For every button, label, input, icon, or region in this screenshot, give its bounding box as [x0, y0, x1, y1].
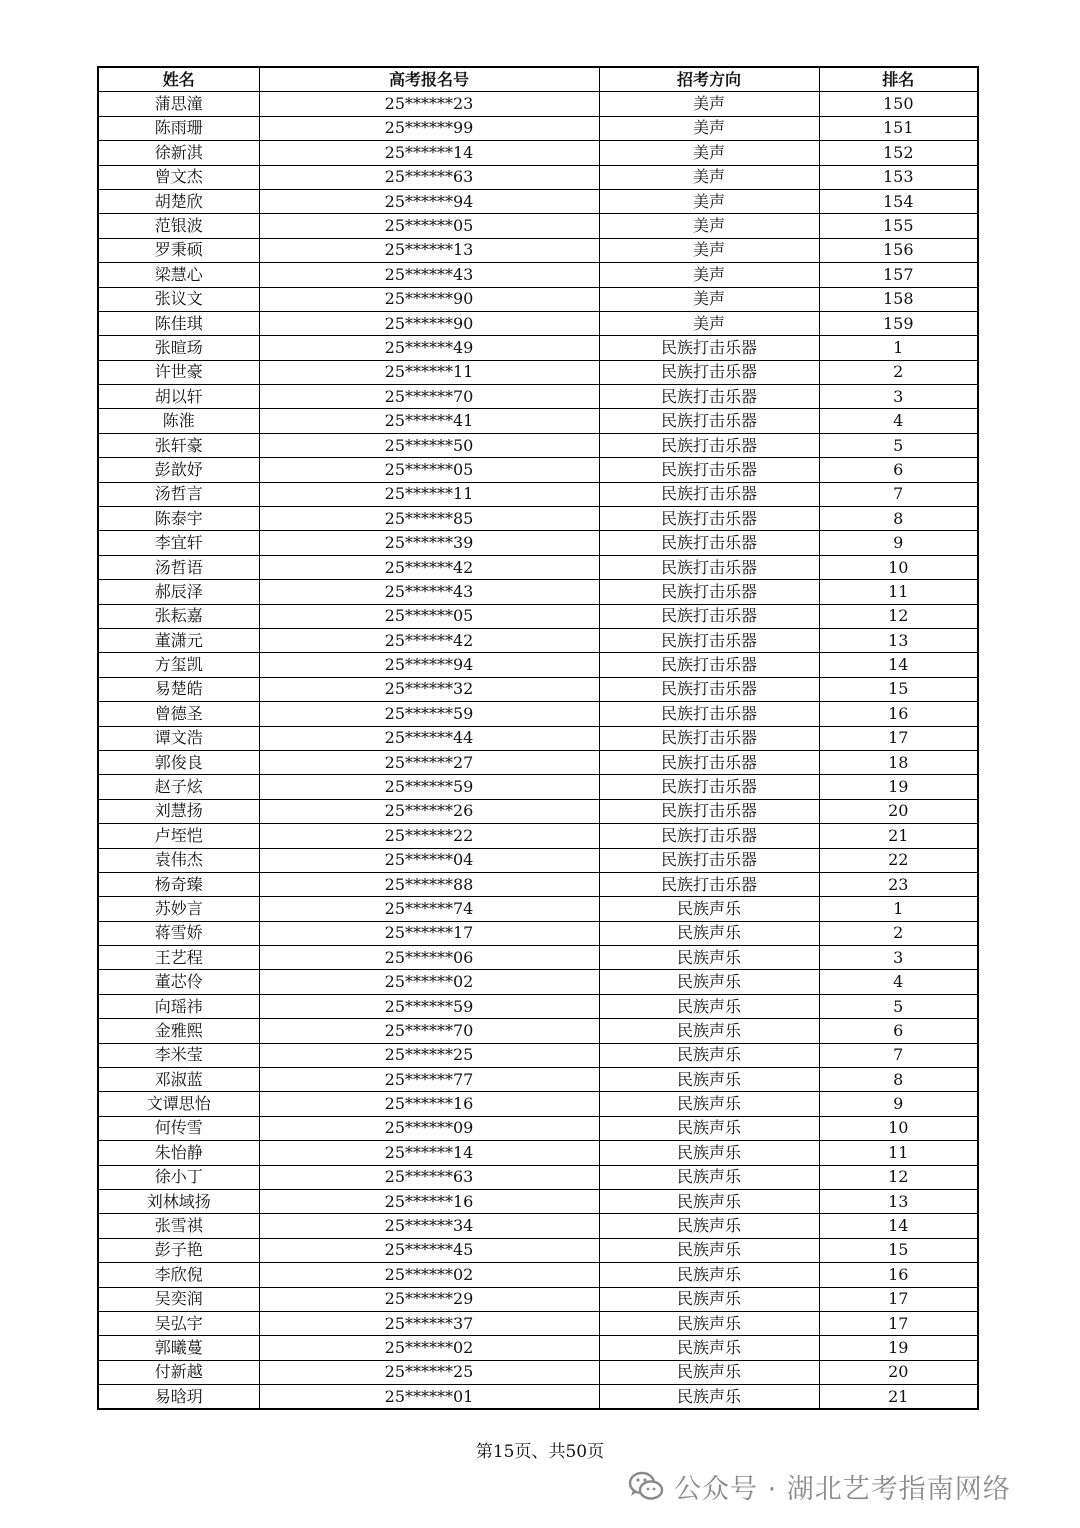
cell-name: 范银波 — [98, 214, 259, 238]
cell-name: 邓淑蓝 — [98, 1068, 259, 1092]
cell-direction: 民族打击乐器 — [599, 775, 819, 799]
table-row — [98, 555, 978, 579]
cell-name: 汤哲语 — [98, 555, 259, 579]
cell-exam-id: 25******25 — [259, 1360, 599, 1384]
table-row — [98, 1189, 978, 1213]
column-header-exam-id: 高考报名号 — [259, 67, 599, 92]
cell-direction: 民族声乐 — [599, 1116, 819, 1140]
cell-direction: 民族声乐 — [599, 1385, 819, 1410]
cell-name: 朱怡静 — [98, 1141, 259, 1165]
cell-direction: 民族声乐 — [599, 1336, 819, 1360]
cell-rank: 2 — [819, 921, 978, 945]
cell-exam-id: 25******23 — [259, 92, 599, 116]
cell-name: 刘慧扬 — [98, 799, 259, 823]
cell-rank: 7 — [819, 1043, 978, 1067]
cell-exam-id: 25******13 — [259, 238, 599, 262]
cell-rank: 5 — [819, 994, 978, 1018]
table-row — [98, 238, 978, 262]
cell-rank: 17 — [819, 1311, 978, 1335]
cell-exam-id: 25******09 — [259, 1116, 599, 1140]
cell-rank: 21 — [819, 1385, 978, 1410]
cell-exam-id: 25******29 — [259, 1287, 599, 1311]
cell-name: 苏妙言 — [98, 897, 259, 921]
cell-exam-id: 25******49 — [259, 336, 599, 360]
cell-rank: 10 — [819, 555, 978, 579]
cell-direction: 美声 — [599, 189, 819, 213]
cell-direction: 民族打击乐器 — [599, 482, 819, 506]
cell-exam-id: 25******59 — [259, 702, 599, 726]
cell-name: 刘林域扬 — [98, 1189, 259, 1213]
table-row — [98, 604, 978, 628]
cell-rank: 15 — [819, 677, 978, 701]
cell-name: 文谭思怡 — [98, 1092, 259, 1116]
table-row — [98, 994, 978, 1018]
cell-rank: 151 — [819, 116, 978, 140]
cell-direction: 美声 — [599, 116, 819, 140]
cell-name: 张暄玚 — [98, 336, 259, 360]
watermark-text: 公众号 · 湖北艺考指南网络 — [674, 1473, 1011, 1505]
cell-direction: 民族打击乐器 — [599, 824, 819, 848]
cell-exam-id: 25******42 — [259, 555, 599, 579]
cell-name: 胡以轩 — [98, 385, 259, 409]
table-row — [98, 1238, 978, 1262]
table-row — [98, 677, 978, 701]
cell-direction: 民族打击乐器 — [599, 360, 819, 384]
cell-exam-id: 25******11 — [259, 482, 599, 506]
cell-direction: 民族声乐 — [599, 946, 819, 970]
table-row — [98, 360, 978, 384]
cell-name: 蒋雪娇 — [98, 921, 259, 945]
table-row — [98, 1287, 978, 1311]
cell-direction: 民族声乐 — [599, 1141, 819, 1165]
cell-direction: 民族打击乐器 — [599, 702, 819, 726]
cell-exam-id: 25******25 — [259, 1043, 599, 1067]
cell-direction: 民族打击乐器 — [599, 653, 819, 677]
cell-exam-id: 25******59 — [259, 775, 599, 799]
cell-rank: 8 — [819, 507, 978, 531]
cell-exam-id: 25******26 — [259, 799, 599, 823]
cell-direction: 民族声乐 — [599, 1068, 819, 1092]
table-row — [98, 1214, 978, 1238]
table-row — [98, 531, 978, 555]
cell-exam-id: 25******63 — [259, 165, 599, 189]
cell-exam-id: 25******02 — [259, 970, 599, 994]
cell-name: 卢垤恺 — [98, 824, 259, 848]
cell-exam-id: 25******94 — [259, 653, 599, 677]
table-row — [98, 897, 978, 921]
cell-rank: 11 — [819, 580, 978, 604]
cell-name: 彭歆妤 — [98, 458, 259, 482]
wechat-icon — [628, 1471, 664, 1501]
cell-direction: 民族打击乐器 — [599, 604, 819, 628]
column-header-name: 姓名 — [98, 67, 259, 92]
cell-name: 罗秉硕 — [98, 238, 259, 262]
page-number: 第15页、共50页 — [475, 1442, 605, 1462]
table-row — [98, 628, 978, 652]
column-header-direction: 招考方向 — [599, 67, 819, 92]
cell-exam-id: 25******74 — [259, 897, 599, 921]
cell-exam-id: 25******16 — [259, 1189, 599, 1213]
table-row — [98, 750, 978, 774]
cell-direction: 民族打击乐器 — [599, 872, 819, 896]
table-row — [98, 580, 978, 604]
cell-exam-id: 25******43 — [259, 263, 599, 287]
table-row — [98, 1311, 978, 1335]
cell-name: 方玺凯 — [98, 653, 259, 677]
cell-rank: 1 — [819, 897, 978, 921]
table-row — [98, 1336, 978, 1360]
cell-rank: 15 — [819, 1238, 978, 1262]
cell-exam-id: 25******41 — [259, 409, 599, 433]
cell-direction: 民族打击乐器 — [599, 750, 819, 774]
cell-name: 陈泰宇 — [98, 507, 259, 531]
cell-exam-id: 25******34 — [259, 1214, 599, 1238]
cell-exam-id: 25******14 — [259, 141, 599, 165]
cell-direction: 美声 — [599, 92, 819, 116]
cell-direction: 民族声乐 — [599, 970, 819, 994]
table-row — [98, 775, 978, 799]
cell-direction: 民族声乐 — [599, 1263, 819, 1287]
cell-exam-id: 25******11 — [259, 360, 599, 384]
cell-name: 金雅熙 — [98, 1019, 259, 1043]
cell-direction: 民族声乐 — [599, 1043, 819, 1067]
cell-name: 向瑶祎 — [98, 994, 259, 1018]
cell-direction: 美声 — [599, 263, 819, 287]
table-body — [98, 92, 978, 1410]
cell-exam-id: 25******90 — [259, 311, 599, 335]
cell-rank: 152 — [819, 141, 978, 165]
cell-name: 吴弘宇 — [98, 1311, 259, 1335]
cell-rank: 16 — [819, 702, 978, 726]
cell-name: 曾德圣 — [98, 702, 259, 726]
cell-exam-id: 25******05 — [259, 214, 599, 238]
cell-name: 张议文 — [98, 287, 259, 311]
cell-name: 梁慧心 — [98, 263, 259, 287]
table-row — [98, 263, 978, 287]
cell-exam-id: 25******05 — [259, 604, 599, 628]
cell-name: 陈雨珊 — [98, 116, 259, 140]
cell-direction: 民族声乐 — [599, 994, 819, 1018]
table-row — [98, 799, 978, 823]
cell-rank: 16 — [819, 1263, 978, 1287]
table-row — [98, 116, 978, 140]
cell-direction: 民族打击乐器 — [599, 531, 819, 555]
cell-direction: 民族声乐 — [599, 1238, 819, 1262]
cell-exam-id: 25******22 — [259, 824, 599, 848]
table-row — [98, 141, 978, 165]
table-row — [98, 92, 978, 116]
cell-direction: 民族声乐 — [599, 1189, 819, 1213]
cell-name: 何传雪 — [98, 1116, 259, 1140]
cell-exam-id: 25******99 — [259, 116, 599, 140]
table-row — [98, 726, 978, 750]
cell-exam-id: 25******14 — [259, 1141, 599, 1165]
cell-rank: 20 — [819, 1360, 978, 1384]
cell-rank: 6 — [819, 458, 978, 482]
cell-rank: 3 — [819, 946, 978, 970]
table-row — [98, 653, 978, 677]
cell-direction: 民族声乐 — [599, 1311, 819, 1335]
cell-exam-id: 25******42 — [259, 628, 599, 652]
cell-rank: 17 — [819, 726, 978, 750]
cell-exam-id: 25******88 — [259, 872, 599, 896]
table-row — [98, 507, 978, 531]
cell-rank: 19 — [819, 1336, 978, 1360]
ranking-table — [97, 66, 979, 1410]
table-row — [98, 1116, 978, 1140]
table-row — [98, 1165, 978, 1189]
cell-direction: 民族打击乐器 — [599, 409, 819, 433]
cell-direction: 美声 — [599, 238, 819, 262]
cell-exam-id: 25******70 — [259, 1019, 599, 1043]
table-row — [98, 287, 978, 311]
cell-rank: 3 — [819, 385, 978, 409]
cell-direction: 民族打击乐器 — [599, 848, 819, 872]
cell-name: 易晗玥 — [98, 1385, 259, 1410]
cell-name: 张轩豪 — [98, 433, 259, 457]
cell-rank: 158 — [819, 287, 978, 311]
cell-rank: 159 — [819, 311, 978, 335]
table-row — [98, 921, 978, 945]
cell-name: 易楚皓 — [98, 677, 259, 701]
cell-exam-id: 25******43 — [259, 580, 599, 604]
cell-rank: 13 — [819, 1189, 978, 1213]
cell-rank: 13 — [819, 628, 978, 652]
cell-exam-id: 25******63 — [259, 1165, 599, 1189]
cell-name: 袁伟杰 — [98, 848, 259, 872]
cell-name: 郝辰泽 — [98, 580, 259, 604]
cell-direction: 民族声乐 — [599, 921, 819, 945]
cell-name: 徐小丁 — [98, 1165, 259, 1189]
cell-direction: 民族打击乐器 — [599, 458, 819, 482]
cell-exam-id: 25******37 — [259, 1311, 599, 1335]
cell-direction: 民族打击乐器 — [599, 507, 819, 531]
table-row — [98, 409, 978, 433]
cell-rank: 4 — [819, 409, 978, 433]
cell-direction: 民族声乐 — [599, 1092, 819, 1116]
cell-rank: 6 — [819, 1019, 978, 1043]
cell-exam-id: 25******32 — [259, 677, 599, 701]
cell-rank: 150 — [819, 92, 978, 116]
cell-name: 曾文杰 — [98, 165, 259, 189]
cell-exam-id: 25******70 — [259, 385, 599, 409]
cell-direction: 民族打击乐器 — [599, 580, 819, 604]
cell-name: 徐新淇 — [98, 141, 259, 165]
cell-name: 李宜轩 — [98, 531, 259, 555]
cell-rank: 7 — [819, 482, 978, 506]
cell-exam-id: 25******16 — [259, 1092, 599, 1116]
table-row — [98, 1385, 978, 1410]
cell-direction: 民族打击乐器 — [599, 628, 819, 652]
column-header-rank: 排名 — [819, 67, 978, 92]
table-row — [98, 1092, 978, 1116]
cell-exam-id: 25******85 — [259, 507, 599, 531]
cell-direction: 民族声乐 — [599, 1287, 819, 1311]
table-row — [98, 702, 978, 726]
cell-name: 董芯伶 — [98, 970, 259, 994]
cell-exam-id: 25******05 — [259, 458, 599, 482]
table-header-row — [98, 67, 978, 92]
table-row — [98, 848, 978, 872]
cell-direction: 民族打击乐器 — [599, 799, 819, 823]
table-row — [98, 1043, 978, 1067]
cell-exam-id: 25******94 — [259, 189, 599, 213]
cell-direction: 民族打击乐器 — [599, 677, 819, 701]
cell-name: 张耘嘉 — [98, 604, 259, 628]
cell-rank: 4 — [819, 970, 978, 994]
cell-exam-id: 25******27 — [259, 750, 599, 774]
cell-rank: 5 — [819, 433, 978, 457]
cell-rank: 154 — [819, 189, 978, 213]
cell-direction: 民族打击乐器 — [599, 385, 819, 409]
cell-name: 赵子炫 — [98, 775, 259, 799]
cell-exam-id: 25******01 — [259, 1385, 599, 1410]
ranking-sheet — [97, 66, 977, 1409]
cell-name: 胡楚欣 — [98, 189, 259, 213]
table-row — [98, 336, 978, 360]
cell-name: 李欣倪 — [98, 1263, 259, 1287]
cell-exam-id: 25******06 — [259, 946, 599, 970]
cell-rank: 10 — [819, 1116, 978, 1140]
table-row — [98, 1068, 978, 1092]
cell-direction: 民族声乐 — [599, 1360, 819, 1384]
cell-rank: 11 — [819, 1141, 978, 1165]
table-row — [98, 385, 978, 409]
cell-direction: 民族声乐 — [599, 1019, 819, 1043]
cell-rank: 12 — [819, 1165, 978, 1189]
cell-direction: 民族声乐 — [599, 897, 819, 921]
cell-rank: 23 — [819, 872, 978, 896]
cell-exam-id: 25******39 — [259, 531, 599, 555]
cell-exam-id: 25******02 — [259, 1263, 599, 1287]
cell-name: 张雪祺 — [98, 1214, 259, 1238]
cell-exam-id: 25******59 — [259, 994, 599, 1018]
cell-rank: 2 — [819, 360, 978, 384]
cell-direction: 美声 — [599, 165, 819, 189]
cell-exam-id: 25******04 — [259, 848, 599, 872]
cell-name: 李米莹 — [98, 1043, 259, 1067]
table-row — [98, 482, 978, 506]
table-row — [98, 1263, 978, 1287]
cell-direction: 美声 — [599, 287, 819, 311]
cell-rank: 12 — [819, 604, 978, 628]
cell-rank: 14 — [819, 1214, 978, 1238]
cell-exam-id: 25******50 — [259, 433, 599, 457]
cell-name: 彭子艳 — [98, 1238, 259, 1262]
cell-name: 吴奕润 — [98, 1287, 259, 1311]
cell-direction: 民族打击乐器 — [599, 433, 819, 457]
cell-name: 陈淮 — [98, 409, 259, 433]
cell-rank: 8 — [819, 1068, 978, 1092]
cell-direction: 美声 — [599, 311, 819, 335]
table-row — [98, 311, 978, 335]
watermark — [628, 1466, 1011, 1506]
cell-direction: 民族打击乐器 — [599, 726, 819, 750]
cell-direction: 民族打击乐器 — [599, 336, 819, 360]
table-row — [98, 872, 978, 896]
table-row — [98, 165, 978, 189]
table-row — [98, 1141, 978, 1165]
cell-name: 郭曦蔓 — [98, 1336, 259, 1360]
cell-name: 付新越 — [98, 1360, 259, 1384]
cell-rank: 17 — [819, 1287, 978, 1311]
cell-name: 陈佳琪 — [98, 311, 259, 335]
cell-exam-id: 25******02 — [259, 1336, 599, 1360]
cell-rank: 9 — [819, 1092, 978, 1116]
table-row — [98, 189, 978, 213]
table-row — [98, 1360, 978, 1384]
cell-name: 谭文浩 — [98, 726, 259, 750]
table-row — [98, 1019, 978, 1043]
cell-exam-id: 25******90 — [259, 287, 599, 311]
cell-rank: 9 — [819, 531, 978, 555]
cell-direction: 民族打击乐器 — [599, 555, 819, 579]
cell-name: 王艺程 — [98, 946, 259, 970]
table-row — [98, 970, 978, 994]
cell-exam-id: 25******77 — [259, 1068, 599, 1092]
cell-name: 汤哲言 — [98, 482, 259, 506]
cell-name: 蒲思潼 — [98, 92, 259, 116]
table-row — [98, 458, 978, 482]
cell-name: 许世豪 — [98, 360, 259, 384]
cell-direction: 民族声乐 — [599, 1165, 819, 1189]
cell-exam-id: 25******45 — [259, 1238, 599, 1262]
cell-rank: 156 — [819, 238, 978, 262]
table-row — [98, 214, 978, 238]
cell-rank: 22 — [819, 848, 978, 872]
cell-name: 杨奇臻 — [98, 872, 259, 896]
table-row — [98, 946, 978, 970]
cell-rank: 21 — [819, 824, 978, 848]
cell-rank: 19 — [819, 775, 978, 799]
cell-rank: 1 — [819, 336, 978, 360]
cell-rank: 14 — [819, 653, 978, 677]
cell-rank: 157 — [819, 263, 978, 287]
cell-exam-id: 25******44 — [259, 726, 599, 750]
cell-rank: 20 — [819, 799, 978, 823]
table-row — [98, 824, 978, 848]
cell-direction: 民族声乐 — [599, 1214, 819, 1238]
cell-rank: 153 — [819, 165, 978, 189]
cell-direction: 美声 — [599, 214, 819, 238]
cell-name: 董潇元 — [98, 628, 259, 652]
cell-rank: 18 — [819, 750, 978, 774]
cell-name: 郭俊良 — [98, 750, 259, 774]
cell-rank: 155 — [819, 214, 978, 238]
cell-direction: 美声 — [599, 141, 819, 165]
cell-exam-id: 25******17 — [259, 921, 599, 945]
table-row — [98, 433, 978, 457]
